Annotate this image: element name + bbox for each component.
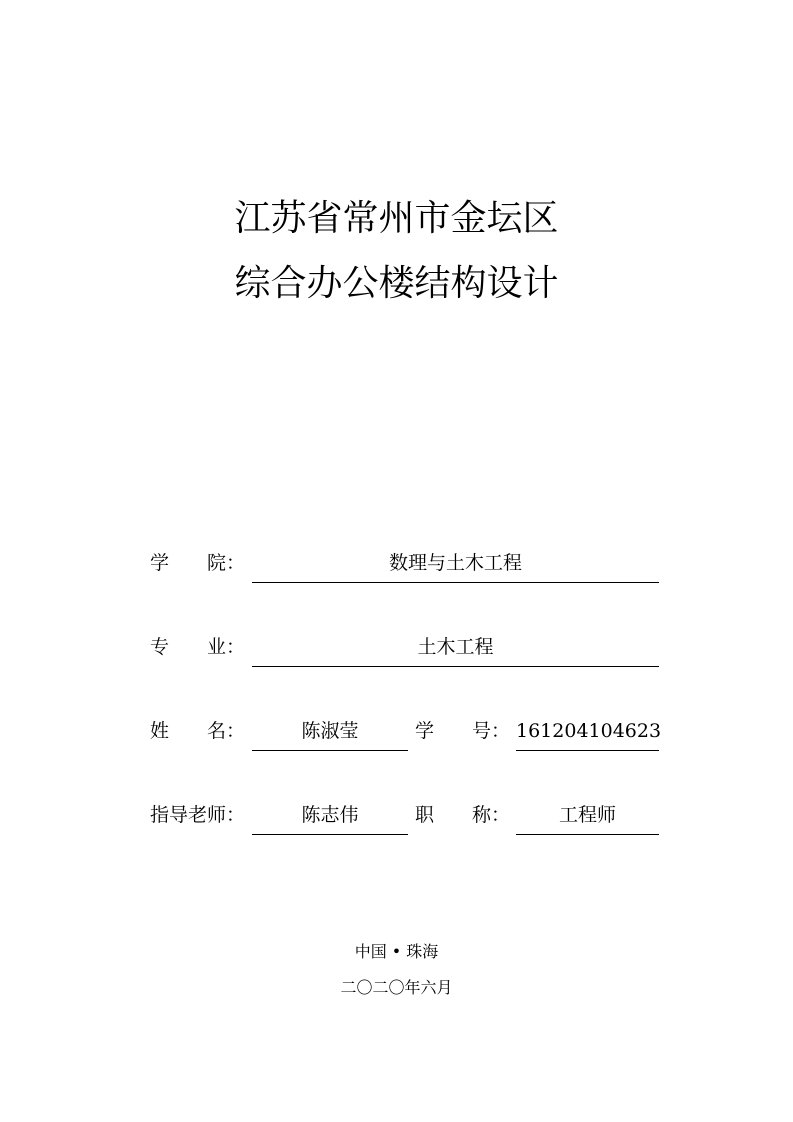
location-text: 中国 • 珠海 — [354, 942, 439, 961]
student-id-field: 161204104623 — [516, 719, 659, 751]
major-label: 专 业： — [150, 636, 246, 658]
college-field: 数理与土木工程 — [252, 551, 659, 583]
major-field: 土木工程 — [252, 635, 659, 667]
student-id-label: 学 号： — [415, 720, 511, 742]
college-label: 学 院： — [150, 552, 246, 574]
professional-title-field: 工程师 — [516, 803, 659, 835]
thesis-title-line-1: 江苏省常州市金坛区 — [234, 198, 559, 239]
thesis-title-line-2: 综合办公楼结构设计 — [234, 263, 559, 304]
professional-title-label: 职 称： — [415, 804, 511, 826]
name-field: 陈淑莹 — [252, 719, 408, 751]
advisor-field: 陈志伟 — [252, 803, 408, 835]
date-text: 二〇二〇年六月 — [340, 978, 453, 997]
advisor-label: 指导老师： — [150, 804, 246, 826]
name-label: 姓 名： — [150, 720, 246, 742]
